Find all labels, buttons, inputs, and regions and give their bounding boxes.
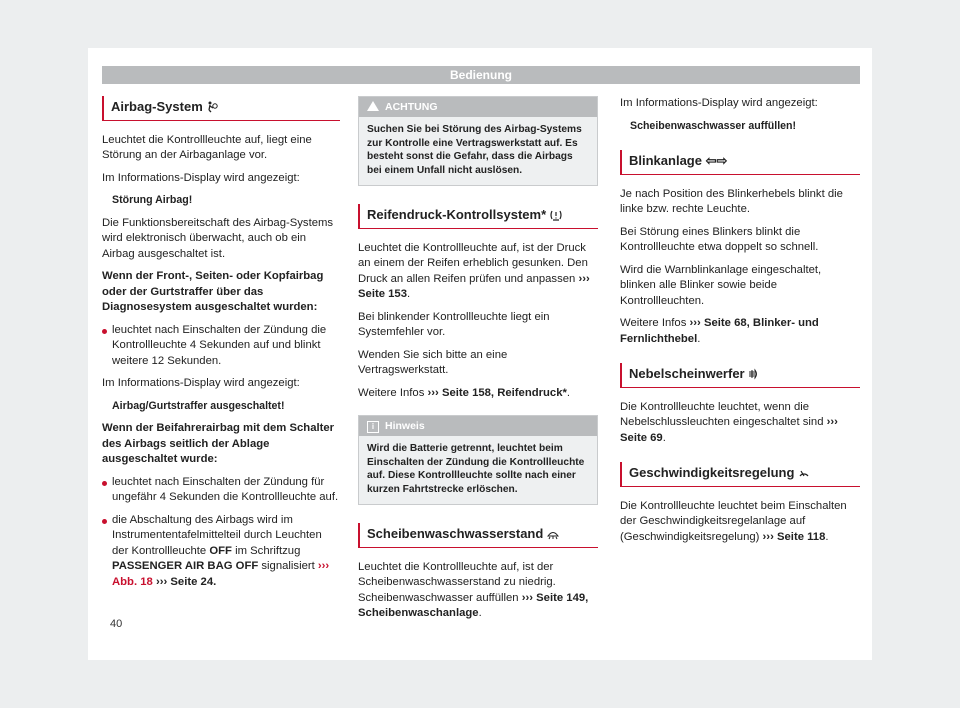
tire-p1-text: Leuchtet die Kontrollleuchte auf, ist der Druck an einem der Reifen erheblich gesunken. Den Druck an allen Reifen prüfen und anpassen <box>358 241 588 285</box>
fog-heading <box>620 363 860 388</box>
tire-title: Reifendruck-Kontrollsystem* <box>367 207 547 222</box>
tire-p4-text: Weitere Infos <box>358 386 425 399</box>
tire-arrow: ››› <box>578 272 590 285</box>
tire-heading <box>358 204 598 229</box>
airbag-p2: Im Informations-Display wird angezeigt: <box>102 171 300 184</box>
cruise-control-icon <box>798 467 810 479</box>
warning-triangle-icon <box>367 101 379 111</box>
washer-p1-text: Leuchtet die Kontrollleuchte auf, ist der Scheibenwaschwasserstand zu niedrig. Scheibenwaschwasser auffüllen <box>358 560 556 604</box>
washer-fluid-icon <box>547 528 559 540</box>
fig-arrow: ››› <box>317 560 330 572</box>
blink-ref-link[interactable]: Seite 68, Blinker- und Fernlichthebel <box>620 317 819 345</box>
airbag-heading <box>102 96 340 121</box>
page-reference-link[interactable]: Seite 24. <box>170 575 217 588</box>
airbag-bullet-1: leuchtet nach Einschalten der Zündung die Kontrollleuchte 4 Sekunden auf und blinkt weitere 12 Sekunden. <box>102 323 340 370</box>
fig-reference-link[interactable]: Abb. 18 <box>112 575 153 588</box>
page-arrow: ››› <box>155 575 168 588</box>
tire-ref-link-2[interactable]: Seite 158, Reifendruck* <box>441 386 567 399</box>
airbag-icon <box>206 101 218 113</box>
tire-p1: Leuchtet die Kontrollleuchte auf, ist der Druck an einem der Reifen erheblich gesunken. Den Druck an allen Reifen prüfen und anpassen ››› Seite 153. <box>358 241 590 300</box>
blink-title: Blinkanlage <box>629 153 702 168</box>
washer-ref-link[interactable]: Seite 149, Scheibenwaschanlage <box>358 591 589 619</box>
speed-p1-text: Die Kontrollleuchte leuchtet beim Einschalten der Geschwindigkeitsregelanlage auf (Geschwindigkeitsregelung) <box>620 499 847 543</box>
fog-p1-text: Die Kontrollleuchte leuchtet, wenn die Nebelschlussleuchten eingeschaltet sind <box>620 400 824 428</box>
speed-title: Geschwindigkeitsregelung <box>629 465 795 480</box>
airbag-title: Airbag-System <box>111 99 203 114</box>
section-header: Bedienung <box>102 66 860 84</box>
fog-title: Nebelscheinwerfer <box>629 366 745 381</box>
tire-p4: Weitere Infos ››› Seite 158, Reifendruck*. <box>358 386 571 399</box>
manual-page <box>88 48 872 660</box>
fog-arrow: ››› <box>826 416 838 428</box>
washer-p1: Leuchtet die Kontrollleuchte auf, ist der Scheibenwaschwasserstand zu niedrig. Scheibenwaschwasser auffüllen ››› Seite 149, Scheibenwaschanlage. <box>358 560 589 619</box>
speed-arrow: ››› <box>762 530 774 543</box>
airbag-p4: Im Informations-Display wird angezeigt: <box>102 377 300 389</box>
airbag-p3: Die Funktionsbereitschaft des Airbag-Systems wird elektronisch überwacht, auch ob ein Airbag ausgeschaltet ist. <box>102 216 334 260</box>
column-left <box>102 96 340 597</box>
tire-ref-link[interactable]: Seite 153 <box>358 288 407 300</box>
warning-label: ACHTUNG <box>385 101 438 113</box>
hint-label: Hinweis <box>385 420 425 432</box>
tire-arrow-2: ››› <box>427 386 439 399</box>
hint-text: Wird die Batterie getrennt, leuchtet beim Einschalten der Zündung die Kontrollleuchte auf. Diese Kontrollleuchte sollte nach einer kurzen Fahrtstrecke erlöschen. <box>367 443 585 495</box>
page-number: 40 <box>110 618 123 630</box>
blink-p4-text: Weitere Infos <box>620 317 687 329</box>
speed-ref-link[interactable]: Seite 118 <box>776 530 826 543</box>
speed-heading <box>620 462 860 487</box>
info-icon: i <box>367 421 379 433</box>
turn-right-icon: ⇨ <box>716 153 728 168</box>
display-message-1: Störung Airbag! <box>112 194 193 206</box>
blink-p3: Wird die Warnblinkanlage eingeschaltet, blinken alle Blinker sowie beide Kontrollleuchten. <box>620 263 822 307</box>
hint-header <box>359 416 597 436</box>
passenger-airbag-off-label: PASSENGER AIR BAG OFF <box>112 560 259 572</box>
washer-title: Scheibenwaschwasserstand <box>367 526 544 541</box>
turn-left-icon: ⇦ <box>705 153 717 168</box>
tire-p3: Wenden Sie sich bitte an eine Vertragswerkstatt. <box>358 348 508 376</box>
right-p1: Im Informations-Display wird angezeigt: <box>620 97 818 109</box>
tire-pressure-icon <box>550 209 562 221</box>
bullet3-text-a: die Abschaltung des Airbags wird im Instrumententafelmittelteil durch Leuchten der Kontrollleuchte <box>112 513 322 557</box>
airbag-bold2: Wenn der Beifahrerairbag mit dem Schalter des Airbags seitlich der Ablage ausgeschaltet wurde: <box>102 422 335 465</box>
blink-heading <box>620 150 860 175</box>
off-label: OFF <box>209 544 232 557</box>
fog-light-icon <box>748 368 760 380</box>
airbag-bullet-2: leuchtet nach Einschalten der Zündung für ungefähr 4 Sekunden die Kontrollleuchte auf. <box>102 475 340 506</box>
tire-p2: Bei blinkender Kontrollleuchte liegt ein Systemfehler vor. <box>358 310 550 338</box>
display-message-3: Scheibenwaschwasser auffüllen! <box>630 119 797 132</box>
warning-header <box>359 97 597 117</box>
warning-box <box>358 96 598 186</box>
airbag-bold1: Wenn der Front-, Seiten- oder Kopfairbag oder der Gurtstraffer über das Diagnosesystem ausgeschaltet wurden: <box>102 270 324 313</box>
washer-arrow: ››› <box>521 591 533 604</box>
airbag-bullet-3 <box>102 513 340 591</box>
bullet3-text-b: im Schriftzug <box>235 544 301 557</box>
warning-text: Suchen Sie bei Störung des Airbag-Systems zur Kontrolle eine Vertragswerkstatt auf. Es besteht sonst die Gefahr, dass die Airbags bei einem Unfall nicht auslösen. <box>367 124 582 176</box>
column-right <box>620 96 860 552</box>
blink-arrow: ››› <box>689 317 701 329</box>
display-message-2: Airbag/Gurtstraffer ausgeschaltet! <box>112 399 285 412</box>
bullet3-text-c: signalisiert <box>261 560 315 572</box>
washer-heading <box>358 523 598 548</box>
blink-p4: Weitere Infos ››› Seite 68, Blinker- und Fernlichthebel. <box>620 317 819 345</box>
blink-p1: Je nach Position des Blinkerhebels blinkt die linke bzw. rechte Leuchte. <box>620 187 843 215</box>
column-middle <box>358 96 598 629</box>
speed-p1: Die Kontrollleuchte leuchtet beim Einschalten der Geschwindigkeitsregelanlage auf (Geschwindigkeitsregelung) ››› Seite 118. <box>620 499 847 543</box>
airbag-p1: Leuchtet die Kontrollleuchte auf, liegt eine Störung an der Airbaganlage vor. <box>102 133 312 161</box>
blink-p2: Bei Störung eines Blinkers blinkt die Kontrollleuchte etwa doppelt so schnell. <box>620 225 819 253</box>
hint-box <box>358 415 598 505</box>
fog-ref-link[interactable]: Seite 69 <box>620 431 663 444</box>
fog-p1: Die Kontrollleuchte leuchtet, wenn die Nebelschlussleuchten eingeschaltet sind ››› Seite 69. <box>620 400 838 444</box>
